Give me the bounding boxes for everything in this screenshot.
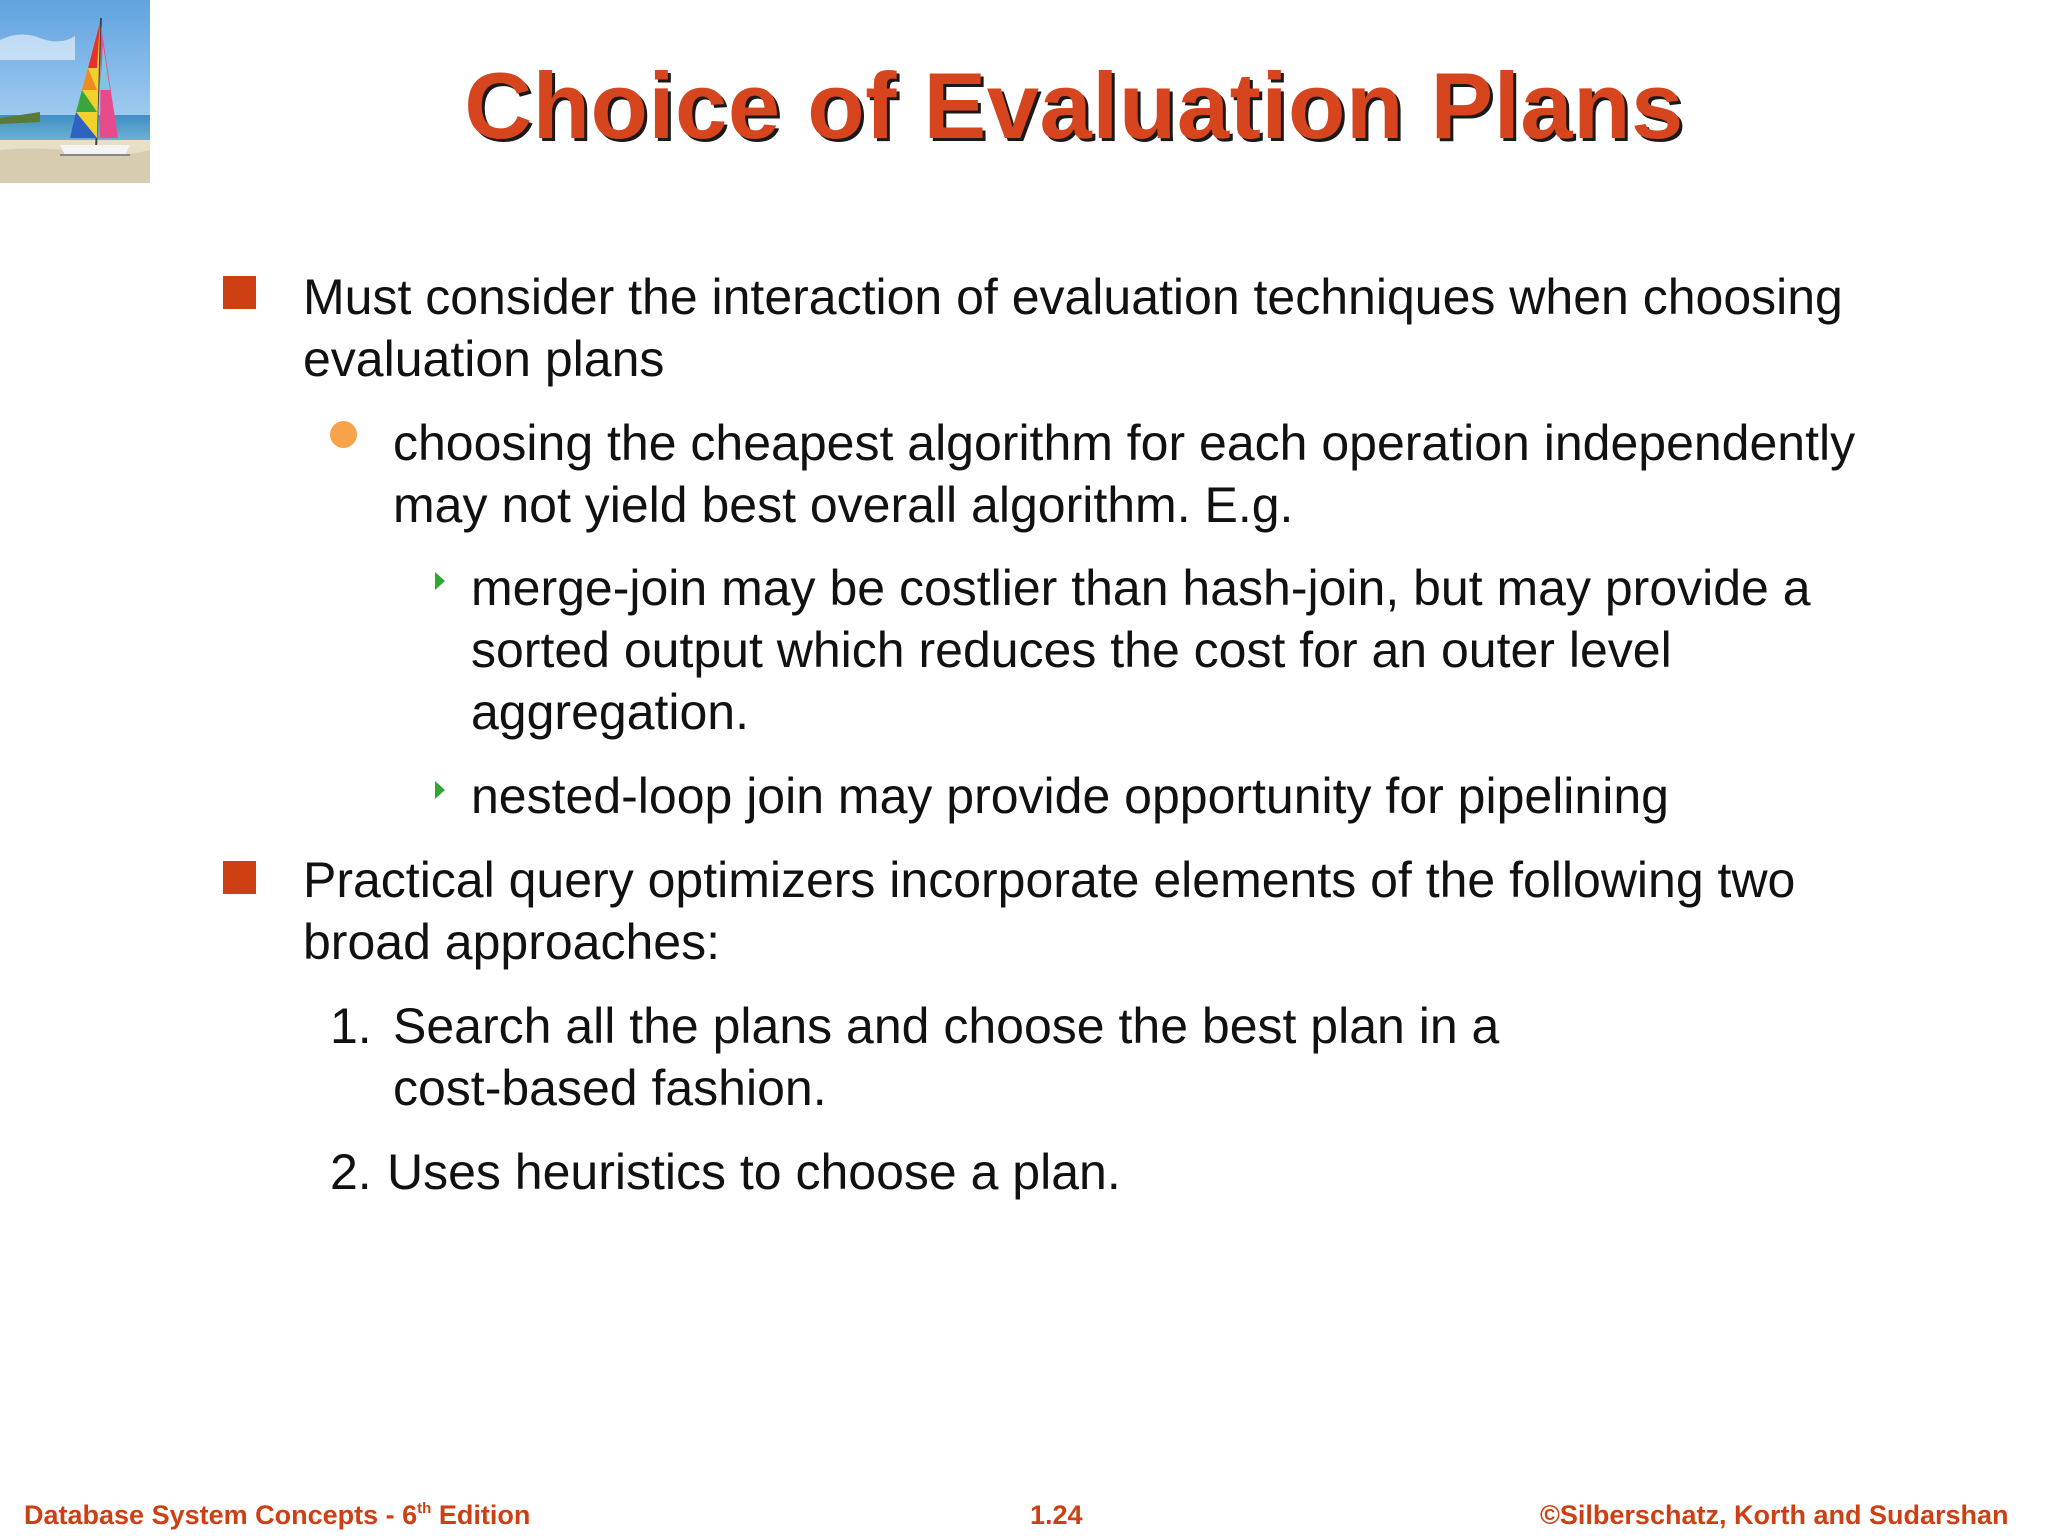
dot-bullet-icon	[330, 421, 357, 448]
square-bullet-icon	[223, 861, 256, 894]
bullet-line: Must consider the interaction of evaluation techniques when choosing	[303, 269, 1843, 325]
footer-copyright: ©Silberschatz, Korth and Sudarshan	[1540, 1500, 2009, 1530]
footer-title-suffix: Edition	[431, 1500, 531, 1530]
bullet-line: broad approaches:	[303, 914, 720, 970]
square-bullet-icon	[223, 276, 256, 309]
numbered-item-line: Uses heuristics to choose a plan.	[387, 1144, 1121, 1200]
numbered-item-number: 1.	[330, 998, 372, 1054]
bullet-line: Practical query optimizers incorporate elements of the following two	[303, 852, 1796, 908]
footer-title-prefix: Database System Concepts - 6	[24, 1500, 418, 1530]
sub-bullet-line: choosing the cheapest algorithm for each operation independently	[393, 415, 1856, 471]
numbered-item-number: 2.	[330, 1144, 372, 1200]
numbered-item-line: Search all the plans and choose the best plan in a	[393, 998, 1500, 1054]
footer-title-sup: th	[417, 1500, 432, 1517]
footer-book-title	[24, 1498, 530, 1532]
sub-sub-bullet-line: merge-join may be costlier than hash-join, but may provide a	[471, 560, 1811, 616]
footer-page-number: 1.24	[1030, 1500, 1083, 1530]
sub-bullet-line: may not yield best overall algorithm. E.g.	[393, 477, 1294, 533]
sub-sub-bullet-line: sorted output which reduces the cost for an outer level	[471, 622, 1672, 678]
sub-sub-bullet-line: aggregation.	[471, 684, 750, 740]
triangle-bullet-icon	[435, 572, 445, 590]
sub-sub-bullet-line: nested-loop join may provide opportunity for pipelining	[471, 768, 1669, 824]
bullet-line: evaluation plans	[303, 331, 665, 387]
slide-title: Choice of Evaluation Plans	[464, 53, 1684, 158]
triangle-bullet-icon	[435, 781, 445, 799]
numbered-item-line: cost-based fashion.	[393, 1060, 827, 1116]
